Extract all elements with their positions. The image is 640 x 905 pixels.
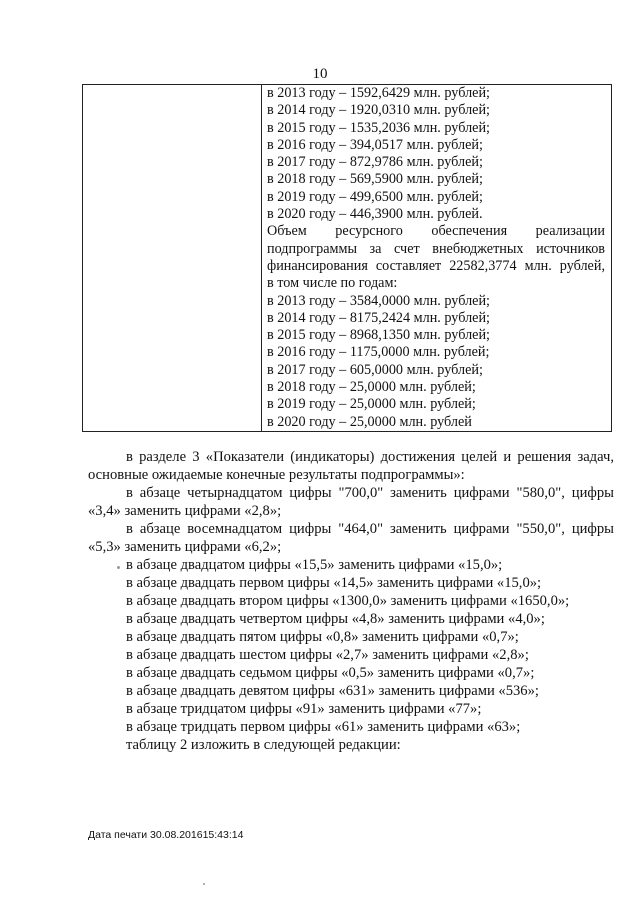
page-number: 10 — [312, 66, 328, 82]
list-item: в абзаце двадцать четвертом цифры «4,8» заменить цифрами «4,0»; — [126, 611, 545, 627]
table-left-cell — [83, 85, 262, 431]
list-item: в абзаце двадцать шестом цифры «2,7» заменить цифрами «2,8»; — [126, 647, 529, 663]
paragraph-18-amendment: в абзаце восемнадцатом цифры "464,0" заменить цифрами "550,0", цифры «5,3» заменить цифрами «6,2»; — [88, 521, 614, 555]
paragraph-14-amendment: в абзаце четырнадцатом цифры "700,0" заменить цифрами "580,0", цифры «3,4» заменить цифрами «2,8»; — [88, 485, 614, 519]
table-row: в 2014 году – 8175,2424 млн. рублей; — [267, 309, 490, 326]
scan-speck — [203, 883, 205, 885]
funding-paragraph-line: подпрограммы за счет внебюджетных источников — [267, 240, 605, 257]
table-row: в 2019 году – 499,6500 млн. рублей; — [267, 188, 483, 205]
print-date: Дата печати 30.08.201615:43:14 — [88, 829, 244, 841]
funding-paragraph-line: Объем ресурсного обеспечения реализации — [267, 223, 605, 240]
list-item: таблицу 2 изложить в следующей редакции: — [126, 737, 401, 753]
list-item: в абзаце двадцать первом цифры «14,5» заменить цифрами «15,0»; — [126, 575, 542, 591]
scan-speck — [117, 566, 120, 569]
list-item: в абзаце двадцатом цифры «15,5» заменить цифрами «15,0»; — [126, 557, 503, 573]
funding-paragraph-line: финансирования составляет 22582,3774 млн. рублей, — [267, 257, 605, 274]
list-item: в абзаце двадцать девятом цифры «631» заменить цифрами «536»; — [126, 683, 539, 699]
table-row: в 2020 году – 25,0000 млн. рублей — [267, 413, 472, 430]
list-item: в абзаце двадцать пятом цифры «0,8» заменить цифрами «0,7»; — [126, 629, 519, 645]
table-right-cell — [262, 85, 611, 431]
table-row: в 2017 году – 605,0000 млн. рублей; — [267, 361, 483, 378]
table-row: в 2013 году – 3584,0000 млн. рублей; — [267, 292, 490, 309]
table-row: в 2015 году – 1535,2036 млн. рублей; — [267, 119, 490, 136]
amendments-text — [88, 448, 614, 754]
funding-table — [82, 84, 612, 432]
funding-paragraph-line: в том числе по годам: — [267, 275, 398, 292]
list-item: в абзаце тридцать первом цифры «61» заменить цифрами «63»; — [126, 719, 521, 735]
table-row: в 2013 году – 1592,6429 млн. рублей; — [267, 85, 490, 101]
table-row: в 2016 году – 394,0517 млн. рублей; — [267, 136, 483, 153]
table-row: в 2020 году – 446,3900 млн. рублей. — [267, 206, 483, 223]
table-row: в 2016 году – 1175,0000 млн. рублей; — [267, 344, 490, 361]
list-item: в абзаце двадцать втором цифры «1300,0» заменить цифрами «1650,0»; — [126, 593, 570, 609]
table-row: в 2019 году – 25,0000 млн. рублей; — [267, 396, 476, 413]
table-row: в 2018 году – 25,0000 млн. рублей; — [267, 379, 476, 396]
table-row: в 2018 году – 569,5900 млн. рублей; — [267, 171, 483, 188]
table-row: в 2015 году – 8968,1350 млн. рублей; — [267, 327, 490, 344]
section-intro-paragraph: в разделе 3 «Показатели (индикаторы) достижения целей и решения задач, основные ожидаемые конечные результаты подпрограммы»: — [88, 449, 614, 483]
table-row: в 2014 году – 1920,0310 млн. рублей; — [267, 102, 490, 119]
list-item: в абзаце двадцать седьмом цифры «0,5» заменить цифрами «0,7»; — [126, 665, 535, 681]
table-row: в 2017 году – 872,9786 млн. рублей; — [267, 154, 483, 171]
list-item: в абзаце тридцатом цифры «91» заменить цифрами «77»; — [126, 701, 482, 717]
